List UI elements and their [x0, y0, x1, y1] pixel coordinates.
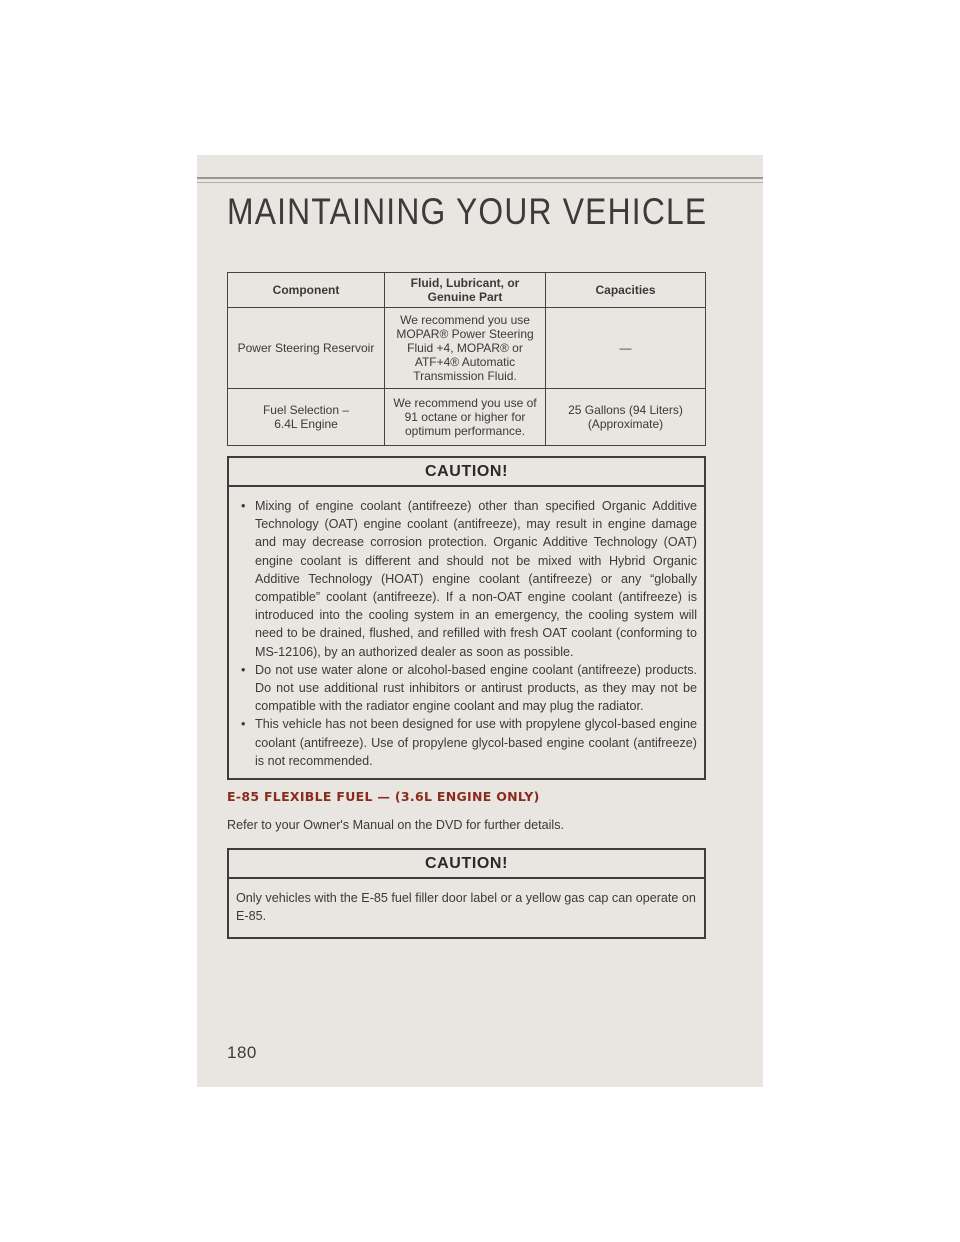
caution-body: [229, 487, 704, 778]
caution-item: • Do not use water alone or alcohol-based engine coolant (antifreeze) products. Do not use additional rust inhibitors or antirust products, as they may not be compatible with the radiator engine coolant and may plug the radiator.: [236, 661, 697, 716]
table-header-cell: Component: [228, 273, 385, 308]
caution-body: Only vehicles with the E-85 fuel filler door label or a yellow gas cap can operate on E-85.: [236, 891, 696, 924]
caution-box-coolant: [227, 456, 706, 780]
table-cell: We recommend you use of 91 octane or higher for optimum performance.: [385, 389, 546, 446]
header-rule: [197, 177, 763, 179]
table-header-cell: Capacities: [546, 273, 706, 308]
table-cell: Fuel Selection – 6.4L Engine: [228, 389, 385, 446]
table-header-cell: Fluid, Lubricant, or Genuine Part: [385, 273, 546, 308]
caution-item: • This vehicle has not been designed for use with propylene glycol-based engine coolant (antifreeze). Use of propylene glycol-based engine coolant (antifreeze) is not recommended.: [236, 715, 697, 770]
table-row: [228, 389, 706, 446]
page-number: 180: [227, 1043, 257, 1062]
page-content: [227, 272, 706, 939]
capacities-table: [227, 272, 706, 446]
table-cell: 25 Gallons (94 Liters) (Approximate): [546, 389, 706, 446]
caution-list: [236, 497, 697, 770]
table-cell: —: [546, 308, 706, 389]
section-title: MAINTAINING YOUR VEHICLE: [227, 191, 708, 232]
table-cell: Power Steering Reservoir: [228, 308, 385, 389]
table-header-row: [228, 273, 706, 308]
header-rule-thin: [197, 182, 763, 183]
e85-paragraph: Refer to your Owner's Manual on the DVD for further details.: [227, 818, 564, 833]
caution-box-e85: [227, 848, 706, 939]
caution-title: CAUTION!: [229, 850, 704, 879]
table-cell: We recommend you use MOPAR® Power Steering Fluid +4, MOPAR® or ATF+4® Automatic Transmission Fluid.: [385, 308, 546, 389]
caution-item: • Mixing of engine coolant (antifreeze) other than specified Organic Additive Technology (OAT) engine coolant (antifreeze), may result in engine damage and may decrease corrosion protection. Organic Additive Technology (OAT) engine coolant is different and should not be mixed with Hybrid Organic Additive Technology (HOAT) engine coolant (antifreeze) or any “globally compatible” coolant (antifreeze). If a non-OAT engine coolant (antifreeze) is introduced into the cooling system in an emergency, the cooling system will need to be drained, flushed, and refilled with fresh OAT coolant (conforming to MS-12106), by an authorized dealer as soon as possible.: [236, 497, 697, 661]
caution-title: CAUTION!: [229, 458, 704, 487]
e85-heading: E-85 FLEXIBLE FUEL — (3.6L ENGINE ONLY): [227, 789, 540, 805]
manual-page: [197, 155, 763, 1087]
table-row: [228, 308, 706, 389]
